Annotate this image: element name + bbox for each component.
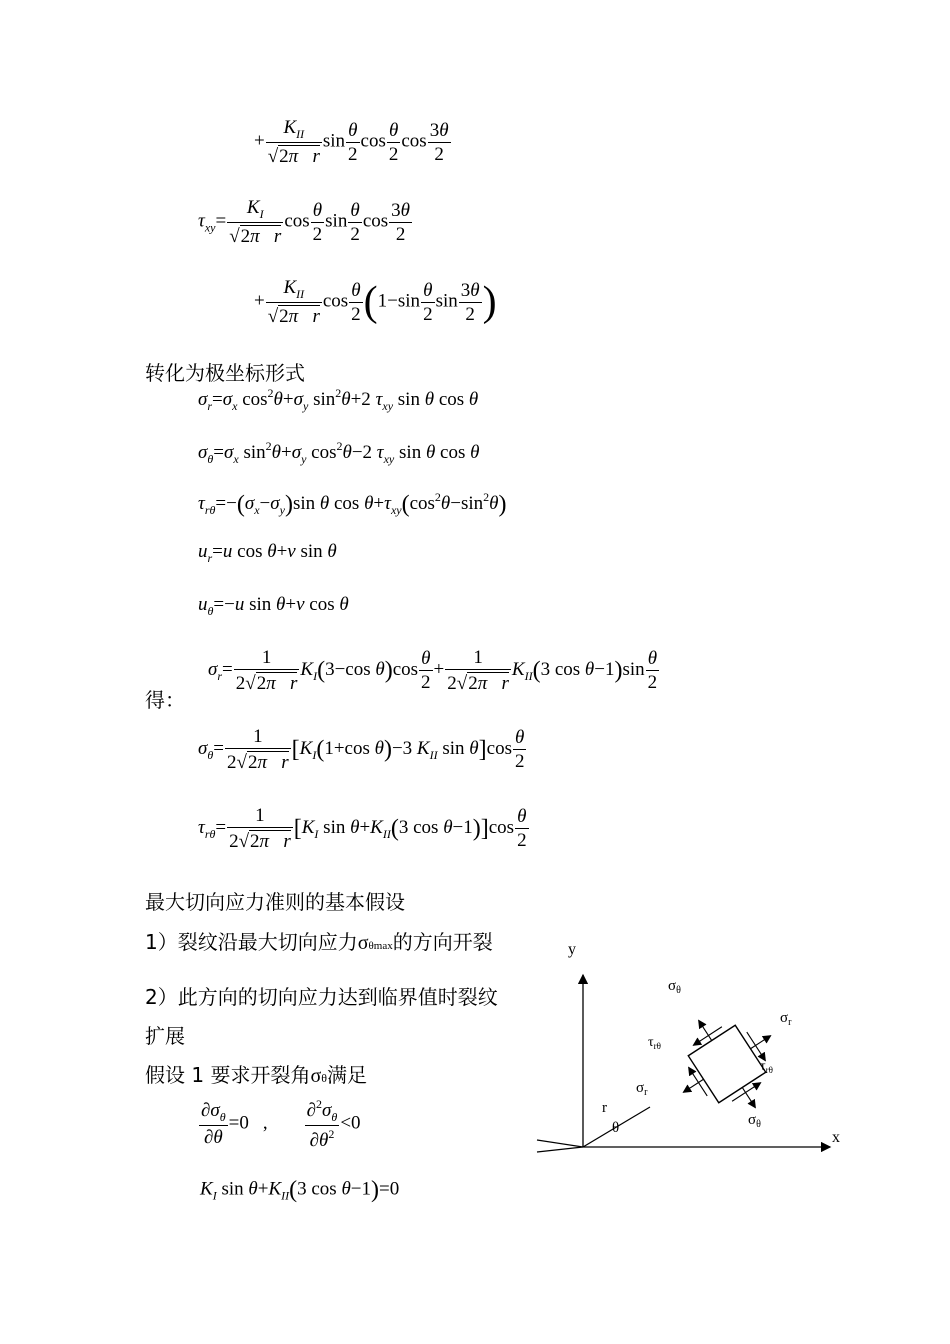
tau-left-label: $\tau_{r\theta}$ [648, 1035, 661, 1051]
sigma-r-right-label: $\sigma_r$ [780, 1010, 792, 1028]
equation-final-condition: $K_I$ $\sin \theta+K_{II}(3$ cos θ−1)=0 [200, 1177, 400, 1203]
equation-u-theta: $u_\theta=-u$ sin θ+v cos θ [198, 594, 349, 618]
result-label: 得： [145, 688, 185, 712]
hypothesis-1-prefix: 1）裂纹沿最大切向应力 [145, 930, 358, 954]
angle-label: θ [612, 1120, 620, 1136]
hypothesis-title: 最大切向应力准则的基本假设 [145, 890, 405, 914]
sigma-theta-top-label: $\sigma_\theta$ [668, 978, 681, 996]
equation-u-r: $u_r=u$ cos θ+v sin θ [198, 541, 337, 565]
equation-sigma-theta-result: $\sigma_\theta=$ $\frac{1}{\text{2√2π r}}$ [$K_I(1+\cos$ θ)−3 $K_{II}$ sin θ]cos $\frac{\theta}{2}$ [198, 726, 525, 773]
assumption-prefix: 假设 1 要求开裂角 [145, 1063, 311, 1087]
radius-label: r [602, 1100, 607, 1116]
assumption-line [145, 1059, 367, 1088]
equation-tau-r-theta-result: $\tau_{r\theta}=$ $\frac{1}{\text{2√2π r}}$ [$K_I$ $\sin \theta+K_{II}(3$ cos θ−1)]cos $\frac{\theta}{2}$ [198, 805, 527, 852]
hypothesis-1-symbol: σ [357, 932, 369, 954]
sigma-theta-bottom-label: $\sigma_\theta$ [748, 1112, 761, 1130]
y-axis-label: y [568, 941, 576, 958]
element-square [688, 1025, 765, 1102]
hypothesis-1 [145, 926, 493, 955]
assumption-symbol: σ [310, 1065, 322, 1087]
stress-element-diagram [530, 930, 850, 1160]
equation-tau-r-theta-transform: $\tau_{r\theta}=-(\sigma_x-\sigma_y)\sin$ θ $\cos \theta+\tau_{xy}(\cos^2\theta-\sin^2\theta)$ [198, 490, 507, 518]
assumption-sub: θ [321, 1071, 327, 1085]
equation-sigma-r-result: $\sigma_r=$ $\frac{1}{\text{2√2π r}}$ $K_I(3-\cos$ θ)cos $\frac{\theta}{2}$ + $\frac{1}{\text{2√2π r}}$ $K_{II}(3$ cos θ−1)sin $\frac{\theta}{2}$ [208, 647, 658, 694]
crack-lower-face [537, 1147, 583, 1152]
hypothesis-1-suffix: 的方向开裂 [392, 930, 493, 954]
sigma-r-left-label: $\sigma_r$ [636, 1080, 648, 1098]
x-axis-label: x [832, 1129, 840, 1146]
crack-upper-face [537, 1140, 583, 1147]
hypothesis-2-line1: 2）此方向的切向应力达到临界值时裂纹 [145, 985, 498, 1009]
equation-tau-xy: $\tau_{xy}=$ $\frac{K_I}{\text{√2π r}}$ cos $\frac{\theta}{2}$ sin $\frac{\theta}{2}$ cos $\frac{3\theta}{2}$ [198, 197, 410, 247]
tau-right-label: $\tau_{r\theta}$ [760, 1059, 773, 1075]
equation-sigma-r-transform: $\sigma_r=\sigma_x$ $\cos^2\theta+\sigma_y$ $\sin^2\theta+2$ $\tau_{xy}$ sin θ cos θ [198, 386, 479, 413]
polar-intro-text: 转化为极坐标形式 [145, 361, 305, 385]
hypothesis-2-line2: 扩展 [145, 1024, 185, 1048]
stress-element [655, 992, 799, 1136]
equation-tau-xy-term2: + $\frac{K_{II}}{\text{√2π r}}$ cos $\frac{\theta}{2}$ (1−sin $\frac{\theta}{2}$ sin $\frac{3\theta}{2}$ ) [254, 277, 497, 327]
equation-sigma-theta-transform: $\sigma_\theta=\sigma_x$ $\sin^2\theta+\sigma_y$ $\cos^2\theta-2$ $\tau_{xy}$ sin θ cos θ [198, 439, 480, 466]
assumption-suffix: 满足 [326, 1063, 367, 1087]
hypothesis-1-sub: θmax [368, 940, 393, 952]
equation-derivative-conditions: $\frac{\partial\sigma_\theta}{\partial\theta}$ =0 , $\frac{\partial^2\sigma_\theta}{\partial\theta^2}$ <0 [201, 1097, 361, 1151]
equation-sigma-y-term2: + $\frac{K_{II}}{\text{√2π r}}$ sin $\frac{\theta}{2}$ cos $\frac{\theta}{2}$ cos $\frac{3\theta}{2}$ [254, 117, 449, 167]
